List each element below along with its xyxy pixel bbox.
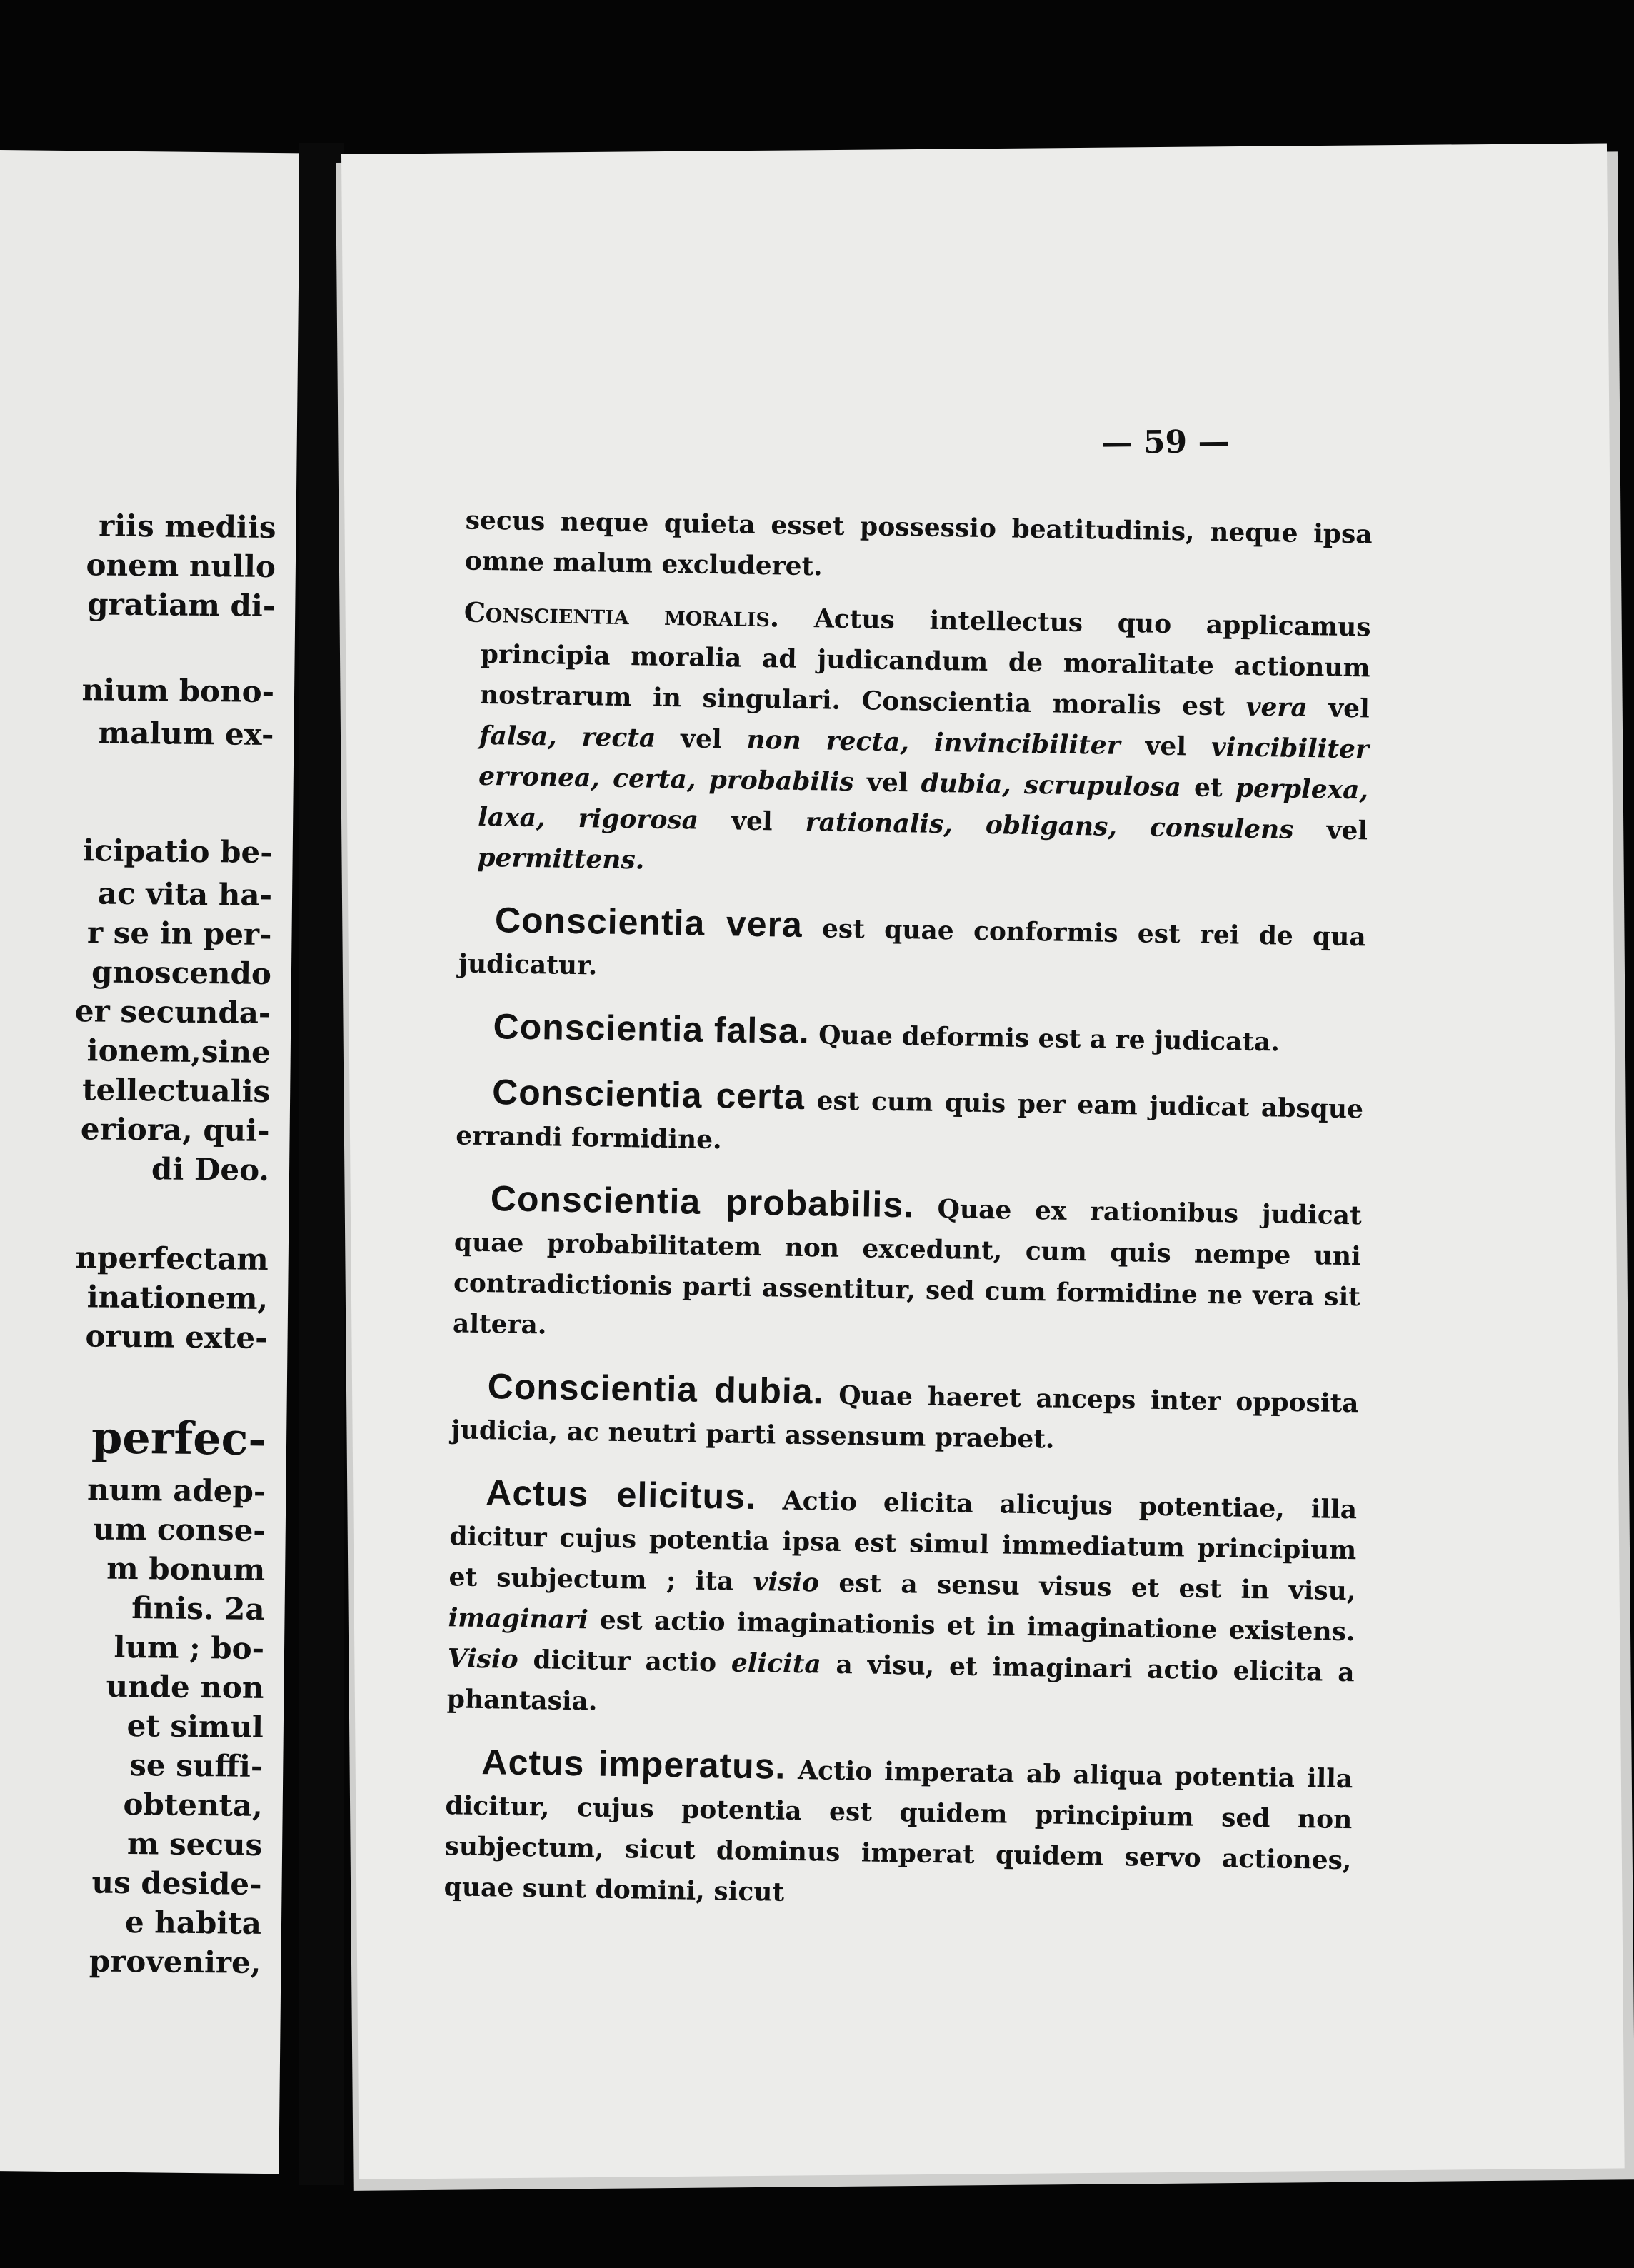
entry-term: Conscientia probabilis.: [490, 1178, 915, 1225]
entry-text: Quae ex rationibus judicat quae probabilitatem non excedunt, cum quis nempe uni contradictionis parti assentitur, sed cum formidine ne vera sit altera.: [452, 1193, 1362, 1340]
kind-item: perplexa, laxa, rigorosa: [477, 773, 1369, 836]
left-line: m bonum: [106, 1550, 266, 1587]
left-line: di Deo.: [151, 1151, 270, 1188]
kind-connector: vel: [1145, 731, 1187, 762]
entry-italic: Visio: [447, 1643, 519, 1675]
left-line-heading: perfec-: [91, 1411, 267, 1466]
left-line: us deside-: [91, 1865, 262, 1902]
kind-item: vincibiliter erronea, certa, probabilis: [478, 731, 1370, 798]
left-line: icipatio be-: [82, 833, 273, 870]
entry-text: est actio imaginationis et in imaginatione existens.: [599, 1605, 1355, 1647]
left-line: er secunda-: [74, 993, 271, 1031]
left-page: [0, 150, 300, 2174]
kind-item: rationalis, obligans, consulens: [805, 807, 1294, 845]
left-line: gratiam di-: [86, 586, 276, 624]
left-line: eriora, qui-: [80, 1111, 270, 1149]
left-line: nium bono-: [81, 672, 275, 710]
entry-term: Actus imperatus.: [481, 1742, 786, 1787]
entry-term: Conscientia vera: [494, 900, 803, 945]
kind-connector: vel: [680, 723, 722, 755]
left-line: ionem,sine: [86, 1033, 271, 1070]
entry-text: Quae haeret anceps inter opposita judicia, ac neutri parti assensum praebet.: [451, 1380, 1359, 1455]
left-line: e habita: [124, 1904, 262, 1941]
entry-term: Conscientia certa: [491, 1072, 806, 1118]
left-line: tellectualis: [81, 1072, 271, 1110]
left-line: r se in per-: [86, 915, 272, 953]
left-line: obtenta,: [123, 1786, 263, 1823]
kind-item: vera: [1245, 691, 1308, 723]
entry-actus-elicitus: [446, 1472, 1357, 1734]
entry-actus-imperatus: [443, 1741, 1353, 1922]
entry-text: Actio imperata ab aliqua potentia illa dicitur, cujus potentia est quidem principium sed non subjectum, sicut dominus imperat quidem servo actiones, quae sunt domini, sicut: [443, 1755, 1353, 1907]
entry-conscientia-probabilis: [453, 1178, 1363, 1358]
entry-text: est a sensu visus et est in visu,: [838, 1567, 1356, 1607]
left-line: provenire,: [89, 1943, 261, 1980]
entry-definition: Actus intellectus quo applicamus principia moralia ad judicandum de moralitate actionum nostrarum in singulari. Conscientia moralis est: [479, 603, 1371, 722]
kind-connector: vel: [866, 767, 908, 798]
left-line: orum exte-: [85, 1318, 268, 1356]
left-line: et simul: [126, 1707, 264, 1745]
left-line: riis mediis: [98, 508, 276, 546]
entry-conscientia-dubia: [451, 1365, 1359, 1465]
entry-conscientia-certa: [456, 1071, 1364, 1170]
entry-term: Conscientia moralis.: [463, 596, 780, 633]
left-line: um conse-: [92, 1511, 266, 1548]
entry-text: Actio elicita alicujus potentiae, illa dicitur cujus potentia ipsa est simul immediatum principium et subjectum ; ita: [448, 1485, 1358, 1597]
entry-term: Actus elicitus.: [485, 1472, 757, 1517]
book-gutter: [299, 143, 344, 2185]
right-page: [341, 144, 1625, 2179]
kind-item: permittens.: [477, 842, 645, 875]
entry-conscientia-moralis: [460, 591, 1371, 892]
kind-connector: vel: [1328, 693, 1370, 724]
kind-item: non recta, invincibiliter: [746, 724, 1121, 761]
entry-text: a visu, et imaginari actio elicita a phantasia.: [446, 1649, 1355, 1717]
kind-connector: vel: [1326, 815, 1368, 846]
left-line: num adep-: [86, 1472, 266, 1510]
entry-conscientia-vera: [458, 899, 1367, 998]
entry-text: dicitur actio: [533, 1645, 717, 1678]
left-line: se suffi-: [129, 1747, 264, 1784]
page-body: [443, 500, 1373, 1943]
entry-italic: elicita: [731, 1647, 822, 1680]
left-line: lum ; bo-: [114, 1629, 265, 1666]
left-line: gnoscendo: [91, 954, 272, 992]
entry-term: Conscientia dubia.: [487, 1366, 824, 1412]
entry-conscientia-falsa: [457, 1005, 1365, 1064]
kind-item: falsa, recta: [478, 720, 656, 753]
entry-term: Conscientia falsa.: [493, 1006, 811, 1052]
left-line: ac vita ha-: [97, 875, 273, 913]
left-line: nperfectam: [75, 1240, 269, 1278]
entry-italic: visio: [753, 1567, 820, 1598]
entry-italic: imaginari: [448, 1602, 589, 1635]
left-line: inationem,: [86, 1279, 269, 1317]
entry-text: est quae conformis est rei de qua judicatur.: [458, 913, 1367, 981]
left-line: unde non: [106, 1668, 264, 1705]
left-line: malum ex-: [98, 715, 274, 753]
kind-item: dubia, scrupulosa: [921, 768, 1182, 803]
page-number: — 59 —: [1101, 423, 1230, 461]
left-line: m secus: [126, 1825, 263, 1862]
intro-text: secus neque quieta esset possessio beatitudinis, neque ipsa omne malum excluderet.: [464, 505, 1373, 582]
left-line: onem nullo: [86, 547, 276, 585]
left-line: finis. 2a: [131, 1590, 265, 1627]
kind-connector: et: [1193, 772, 1223, 803]
kind-connector: vel: [731, 806, 773, 837]
intro-paragraph: [464, 500, 1373, 596]
entry-text: est cum quis per eam judicat absque errandi formidine.: [455, 1085, 1364, 1155]
entry-text: Quae deformis est a re judicata.: [818, 1020, 1280, 1058]
